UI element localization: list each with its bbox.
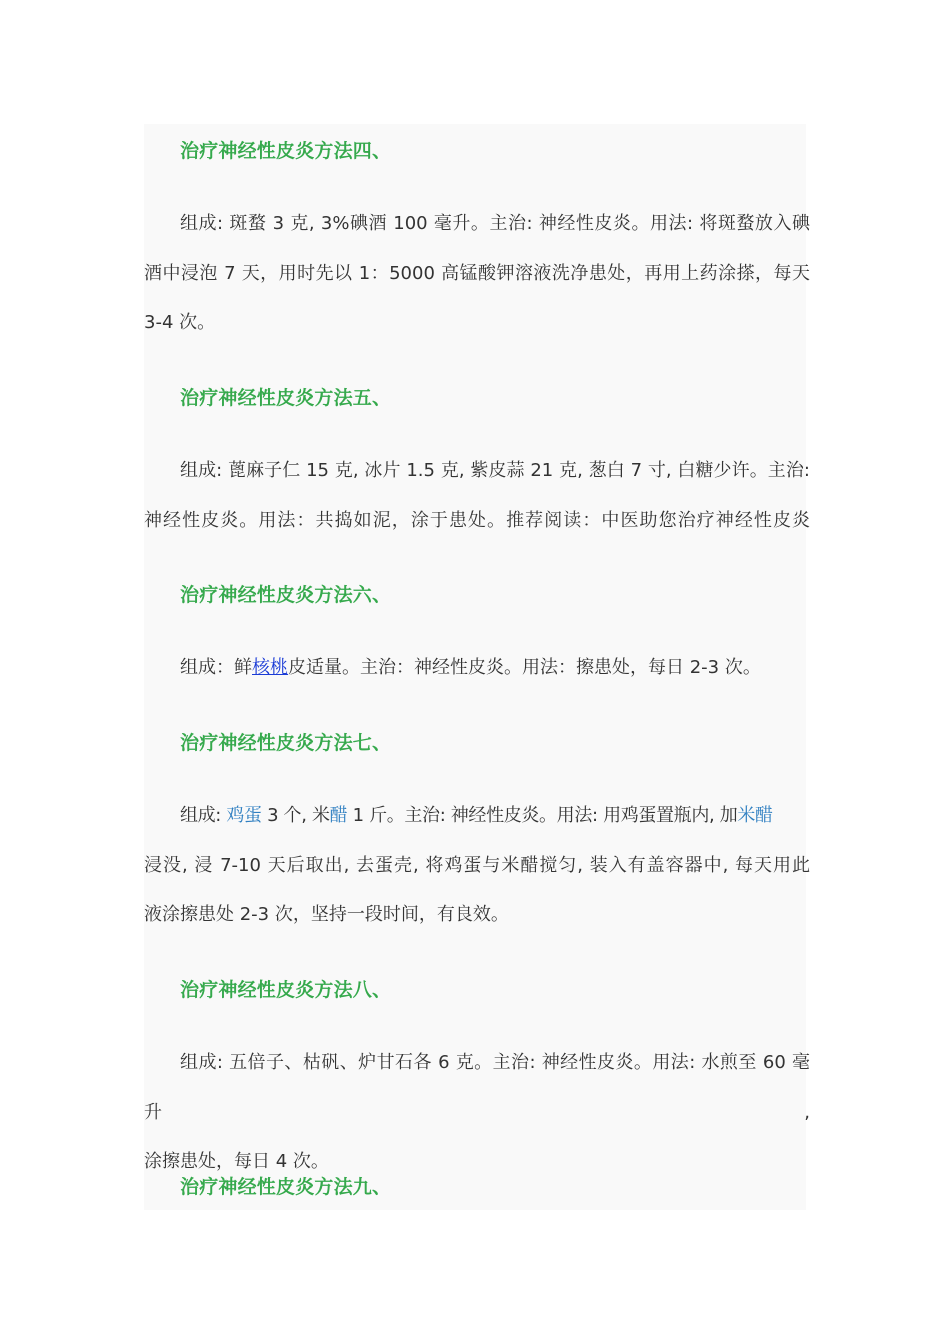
section-body-4 — [144, 199, 810, 348]
body-line: 涂擦患处，每日 4 次。 — [144, 1151, 329, 1172]
section-heading-9: 治疗神经性皮炎方法九、 — [180, 1176, 392, 1198]
body-line: 液涂擦患处 2-3 次，坚持一段时间，有良效。 — [144, 904, 509, 925]
body-line: 3-4 次。 — [144, 312, 216, 333]
body-line — [144, 791, 810, 841]
vinegar-link[interactable]: 醋 — [329, 805, 348, 826]
body-line: 浸没, 浸 7-10 天后取出, 去蛋壳, 将鸡蛋与米醋搅匀, 装入有盖容器中, 每天用此 — [144, 854, 810, 876]
body-line — [144, 643, 810, 693]
rice-vinegar-link[interactable]: 米醋 — [737, 805, 773, 826]
body-line: 组成: 五倍子、枯矾、炉甘石各 6 克。主治: 神经性皮炎。用法: 水煎至 60 毫升, — [144, 1052, 810, 1123]
section-body-8 — [144, 1038, 810, 1187]
walnut-link[interactable]: 核桃 — [252, 657, 288, 678]
section-body-7 — [144, 791, 810, 940]
body-text: 皮适量。主治：神经性皮炎。用法：擦患处，每日 2-3 次。 — [288, 657, 761, 678]
body-line: 神经性皮炎。用法：共捣如泥，涂于患处。推荐阅读：中医助您治疗神经性皮炎 — [144, 509, 810, 531]
body-line: 组成: 蓖麻子仁 15 克, 冰片 1.5 克, 紫皮蒜 21 克, 葱白 7 寸, 白糖少许。主治: — [180, 460, 810, 481]
body-text: 1 斤。主治: 神经性皮炎。用法: 用鸡蛋置瓶内, 加 — [347, 805, 738, 826]
egg-link[interactable]: 鸡蛋 — [226, 805, 262, 826]
body-line: 组成: 斑蝥 3 克, 3%碘酒 100 毫升。主治: 神经性皮炎。用法: 将斑蝥放入碘 — [180, 213, 810, 234]
section-heading-5: 治疗神经性皮炎方法五、 — [180, 387, 392, 409]
section-heading-8: 治疗神经性皮炎方法八、 — [180, 979, 392, 1001]
section-heading-6: 治疗神经性皮炎方法六、 — [180, 584, 392, 606]
section-body-5 — [144, 446, 810, 545]
section-body-6 — [144, 643, 810, 693]
section-heading-4: 治疗神经性皮炎方法四、 — [180, 140, 392, 162]
body-line: 酒中浸泡 7 天，用时先以 1：5000 高锰酸钾溶液洗净患处，再用上药涂搽，每天 — [144, 262, 810, 284]
body-text: 3 个, 米 — [261, 805, 330, 826]
body-text: 组成：鲜 — [180, 657, 252, 678]
body-text: 组成: — [180, 805, 227, 826]
section-heading-7: 治疗神经性皮炎方法七、 — [180, 732, 392, 754]
